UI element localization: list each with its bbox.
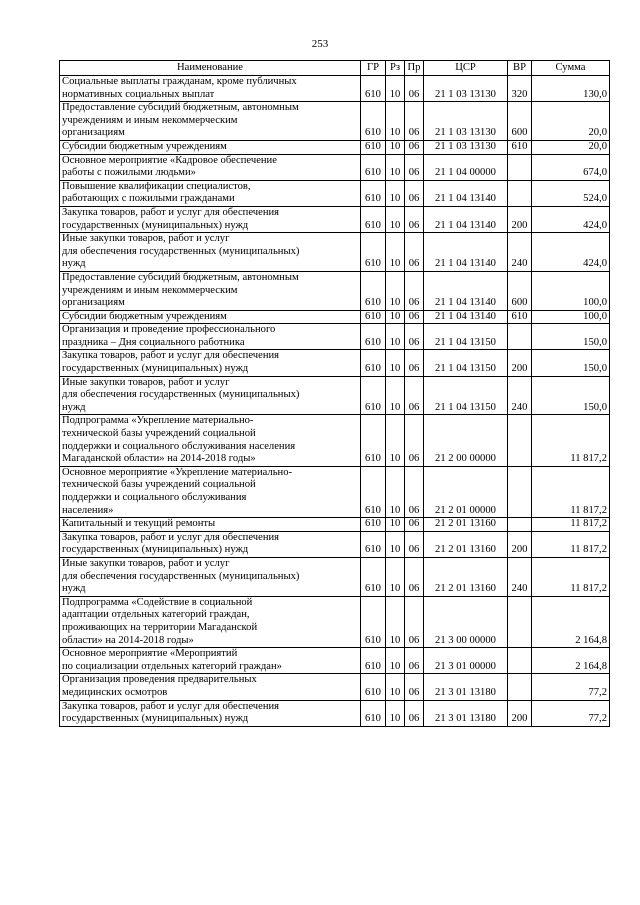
- row-name: Повышение квалификации специалистов, работающих с пожилыми гражданами: [60, 180, 361, 206]
- row-name: Основное мероприятие «Мероприятий по социализации отдельных категорий граждан»: [60, 648, 361, 674]
- row-csr: 21 3 00 00000: [424, 596, 508, 647]
- row-csr: 21 1 04 00000: [424, 154, 508, 180]
- row-gr: 610: [361, 596, 386, 647]
- table-row: [60, 140, 610, 154]
- row-csr: 21 1 03 13130: [424, 102, 508, 141]
- row-pr: 06: [405, 648, 424, 674]
- row-name: Закупка товаров, работ и услуг для обеспечения государственных (муниципальных) нужд: [60, 531, 361, 557]
- row-rz: 10: [386, 466, 405, 517]
- row-sum: 424,0: [532, 233, 610, 272]
- row-csr: 21 3 01 13180: [424, 674, 508, 700]
- row-vr: [508, 154, 532, 180]
- table-row: [60, 376, 610, 415]
- budget-table: [59, 60, 610, 727]
- row-csr: 21 1 04 13150: [424, 350, 508, 376]
- row-name: Предоставление субсидий бюджетным, автономным учреждениям и иным некоммерческим организациям: [60, 271, 361, 310]
- row-vr: [508, 648, 532, 674]
- row-name: Иные закупки товаров, работ и услуг для обеспечения государственных (муниципальных) нужд: [60, 376, 361, 415]
- row-sum: 11 817,2: [532, 557, 610, 596]
- row-rz: 10: [386, 415, 405, 466]
- row-gr: 610: [361, 271, 386, 310]
- row-rz: 10: [386, 700, 405, 726]
- table-row: [60, 271, 610, 310]
- row-pr: 06: [405, 557, 424, 596]
- row-rz: 10: [386, 140, 405, 154]
- row-name: Субсидии бюджетным учреждениям: [60, 310, 361, 324]
- row-gr: 610: [361, 206, 386, 232]
- row-gr: 610: [361, 674, 386, 700]
- row-name: Основное мероприятие «Укрепление материально- технической базы учреждений социальной поддержки и социального обслуживания населения»: [60, 466, 361, 517]
- header-csr: ЦСР: [424, 61, 508, 76]
- row-gr: 610: [361, 154, 386, 180]
- row-gr: 610: [361, 324, 386, 350]
- row-gr: 610: [361, 518, 386, 532]
- header-pr: Пр: [405, 61, 424, 76]
- row-sum: 100,0: [532, 310, 610, 324]
- row-rz: 10: [386, 350, 405, 376]
- row-sum: 674,0: [532, 154, 610, 180]
- table-row: [60, 648, 610, 674]
- row-pr: 06: [405, 415, 424, 466]
- row-pr: 06: [405, 466, 424, 517]
- row-pr: 06: [405, 76, 424, 102]
- row-gr: 610: [361, 700, 386, 726]
- header-sum: Сумма: [532, 61, 610, 76]
- row-vr: [508, 596, 532, 647]
- row-vr: 600: [508, 271, 532, 310]
- row-pr: 06: [405, 350, 424, 376]
- table-header-row: [60, 61, 610, 76]
- row-vr: 610: [508, 140, 532, 154]
- row-csr: 21 3 01 00000: [424, 648, 508, 674]
- row-pr: 06: [405, 596, 424, 647]
- row-rz: 10: [386, 648, 405, 674]
- row-rz: 10: [386, 154, 405, 180]
- row-name: Капитальный и текущий ремонты: [60, 518, 361, 532]
- row-sum: 20,0: [532, 140, 610, 154]
- row-csr: 21 2 01 00000: [424, 466, 508, 517]
- row-pr: 06: [405, 140, 424, 154]
- row-pr: 06: [405, 531, 424, 557]
- row-rz: 10: [386, 596, 405, 647]
- row-rz: 10: [386, 271, 405, 310]
- row-sum: 424,0: [532, 206, 610, 232]
- row-csr: 21 1 04 13140: [424, 180, 508, 206]
- row-rz: 10: [386, 531, 405, 557]
- row-name: Иные закупки товаров, работ и услуг для обеспечения государственных (муниципальных) нужд: [60, 233, 361, 272]
- table-row: [60, 350, 610, 376]
- row-rz: 10: [386, 233, 405, 272]
- row-rz: 10: [386, 376, 405, 415]
- row-rz: 10: [386, 518, 405, 532]
- table-body: [60, 76, 610, 727]
- row-sum: 11 817,2: [532, 531, 610, 557]
- row-gr: 610: [361, 233, 386, 272]
- row-pr: 06: [405, 206, 424, 232]
- row-pr: 06: [405, 154, 424, 180]
- row-vr: 240: [508, 233, 532, 272]
- page-number: 253: [311, 38, 329, 50]
- row-vr: 320: [508, 76, 532, 102]
- row-gr: 610: [361, 76, 386, 102]
- row-rz: 10: [386, 674, 405, 700]
- table-row: [60, 154, 610, 180]
- row-csr: 21 1 03 13130: [424, 140, 508, 154]
- row-csr: 21 1 04 13140: [424, 310, 508, 324]
- row-gr: 610: [361, 310, 386, 324]
- row-vr: 240: [508, 376, 532, 415]
- table-row: [60, 596, 610, 647]
- row-sum: 20,0: [532, 102, 610, 141]
- row-sum: 11 817,2: [532, 466, 610, 517]
- row-vr: [508, 518, 532, 532]
- header-vr: ВР: [508, 61, 532, 76]
- row-pr: 06: [405, 271, 424, 310]
- row-pr: 06: [405, 310, 424, 324]
- row-name: Закупка товаров, работ и услуг для обеспечения государственных (муниципальных) нужд: [60, 350, 361, 376]
- row-pr: 06: [405, 233, 424, 272]
- row-rz: 10: [386, 206, 405, 232]
- row-gr: 610: [361, 557, 386, 596]
- row-vr: 200: [508, 350, 532, 376]
- row-sum: 77,2: [532, 674, 610, 700]
- row-name: Субсидии бюджетным учреждениям: [60, 140, 361, 154]
- row-csr: 21 1 04 13140: [424, 271, 508, 310]
- row-vr: [508, 415, 532, 466]
- row-gr: 610: [361, 531, 386, 557]
- row-sum: 100,0: [532, 271, 610, 310]
- table-row: [60, 518, 610, 532]
- row-sum: 11 817,2: [532, 518, 610, 532]
- row-csr: 21 2 01 13160: [424, 557, 508, 596]
- row-vr: 610: [508, 310, 532, 324]
- row-gr: 610: [361, 466, 386, 517]
- row-rz: 10: [386, 102, 405, 141]
- row-gr: 610: [361, 180, 386, 206]
- row-name: Закупка товаров, работ и услуг для обеспечения государственных (муниципальных) нужд: [60, 700, 361, 726]
- row-vr: 240: [508, 557, 532, 596]
- row-pr: 06: [405, 376, 424, 415]
- row-csr: 21 1 04 13140: [424, 206, 508, 232]
- row-csr: 21 2 00 00000: [424, 415, 508, 466]
- row-vr: 600: [508, 102, 532, 141]
- row-sum: 2 164,8: [532, 596, 610, 647]
- row-csr: 21 2 01 13160: [424, 518, 508, 532]
- row-vr: [508, 324, 532, 350]
- row-vr: 200: [508, 700, 532, 726]
- row-sum: 150,0: [532, 324, 610, 350]
- row-sum: 150,0: [532, 376, 610, 415]
- row-name: Основное мероприятие «Кадровое обеспечение работы с пожилыми людьми»: [60, 154, 361, 180]
- table-row: [60, 466, 610, 517]
- row-pr: 06: [405, 518, 424, 532]
- row-pr: 06: [405, 674, 424, 700]
- table-row: [60, 700, 610, 726]
- row-name: Организация проведения предварительных медицинских осмотров: [60, 674, 361, 700]
- row-vr: [508, 466, 532, 517]
- row-pr: 06: [405, 324, 424, 350]
- row-gr: 610: [361, 415, 386, 466]
- row-gr: 610: [361, 140, 386, 154]
- row-gr: 610: [361, 376, 386, 415]
- header-name: Наименование: [60, 61, 361, 76]
- row-rz: 10: [386, 557, 405, 596]
- row-csr: 21 1 04 13140: [424, 233, 508, 272]
- row-rz: 10: [386, 76, 405, 102]
- header-gr: ГР: [361, 61, 386, 76]
- row-name: Подпрограмма «Содействие в социальной адаптации отдельных категорий граждан, проживающих на территории Магаданской области» на 2014-2018 годы»: [60, 596, 361, 647]
- row-vr: 200: [508, 531, 532, 557]
- table-row: [60, 674, 610, 700]
- row-gr: 610: [361, 648, 386, 674]
- row-sum: 11 817,2: [532, 415, 610, 466]
- row-pr: 06: [405, 180, 424, 206]
- table-row: [60, 180, 610, 206]
- row-rz: 10: [386, 324, 405, 350]
- row-sum: 130,0: [532, 76, 610, 102]
- row-rz: 10: [386, 310, 405, 324]
- table-row: [60, 206, 610, 232]
- row-name: Предоставление субсидий бюджетным, автономным учреждениям и иным некоммерческим организациям: [60, 102, 361, 141]
- row-pr: 06: [405, 102, 424, 141]
- header-rz: Рз: [386, 61, 405, 76]
- row-gr: 610: [361, 350, 386, 376]
- row-csr: 21 1 04 13150: [424, 324, 508, 350]
- table-row: [60, 531, 610, 557]
- row-csr: 21 2 01 13160: [424, 531, 508, 557]
- row-name: Подпрограмма «Укрепление материально- технической базы учреждений социальной поддержки и социального обслуживания населения Магаданской области» на 2014-2018 годы»: [60, 415, 361, 466]
- table-row: [60, 415, 610, 466]
- row-name: Закупка товаров, работ и услуг для обеспечения государственных (муниципальных) нужд: [60, 206, 361, 232]
- row-csr: 21 1 04 13150: [424, 376, 508, 415]
- row-vr: 200: [508, 206, 532, 232]
- row-sum: 524,0: [532, 180, 610, 206]
- row-csr: 21 1 03 13130: [424, 76, 508, 102]
- row-sum: 2 164,8: [532, 648, 610, 674]
- row-vr: [508, 674, 532, 700]
- table-row: [60, 324, 610, 350]
- table-row: [60, 102, 610, 141]
- row-name: Организация и проведение профессионального праздника – Дня социального работника: [60, 324, 361, 350]
- row-sum: 150,0: [532, 350, 610, 376]
- table-row: [60, 233, 610, 272]
- row-vr: [508, 180, 532, 206]
- row-pr: 06: [405, 700, 424, 726]
- row-name: Иные закупки товаров, работ и услуг для обеспечения государственных (муниципальных) нужд: [60, 557, 361, 596]
- row-name: Социальные выплаты гражданам, кроме публичных нормативных социальных выплат: [60, 76, 361, 102]
- row-rz: 10: [386, 180, 405, 206]
- table-row: [60, 76, 610, 102]
- row-gr: 610: [361, 102, 386, 141]
- row-csr: 21 3 01 13180: [424, 700, 508, 726]
- row-sum: 77,2: [532, 700, 610, 726]
- table-row: [60, 310, 610, 324]
- table-row: [60, 557, 610, 596]
